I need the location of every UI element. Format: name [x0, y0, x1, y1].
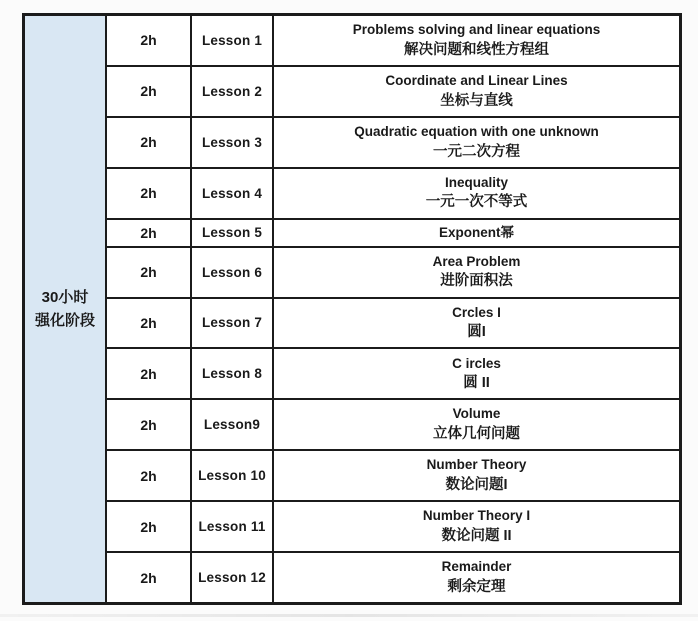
- topic-chinese: 一元二次方程: [433, 143, 520, 160]
- topic-english: Problems solving and linear equations: [352, 22, 601, 38]
- lesson-cell: Lesson 5: [191, 219, 273, 247]
- table-row: [24, 117, 681, 168]
- topic-english: Remainder: [441, 559, 512, 575]
- topic-chinese: 圆 II: [463, 375, 490, 392]
- duration-cell: 2h: [106, 247, 191, 298]
- topic-cell: [273, 117, 681, 168]
- lesson-cell: Lesson 4: [191, 168, 273, 219]
- lesson-cell: Lesson 12: [191, 552, 273, 603]
- duration-cell: 2h: [106, 219, 191, 247]
- duration-cell: 2h: [106, 66, 191, 117]
- course-schedule-table: [22, 13, 682, 605]
- topic-cell: [273, 219, 681, 247]
- lesson-cell: Lesson 6: [191, 247, 273, 298]
- topic-english: Number Theory I: [422, 508, 531, 524]
- topic-chinese: 一元一次不等式: [425, 194, 528, 211]
- duration-cell: 2h: [106, 298, 191, 349]
- topic-cell: [273, 298, 681, 349]
- lesson-cell: Lesson 7: [191, 298, 273, 349]
- topic-english: Exponent幂: [438, 224, 514, 240]
- topic-english: Number Theory: [426, 457, 527, 473]
- table-row: [24, 348, 681, 399]
- topic-english: Volume: [452, 406, 501, 422]
- topic-english: C ircles: [452, 355, 501, 371]
- topic-chinese: 数论问题I: [445, 476, 508, 493]
- table-row: [24, 552, 681, 603]
- topic-cell: [273, 168, 681, 219]
- table-row: [24, 450, 681, 501]
- stage-hours-label: 30小时: [41, 288, 89, 306]
- topic-english: Area Problem: [432, 253, 521, 269]
- topic-english: Quadratic equation with one unknown: [354, 124, 599, 139]
- topic-cell: [273, 348, 681, 399]
- duration-cell: 2h: [106, 15, 191, 66]
- topic-cell: [273, 501, 681, 552]
- table-row: [24, 399, 681, 450]
- topic-cell: [273, 247, 681, 298]
- lesson-cell: Lesson 1: [191, 15, 273, 66]
- duration-cell: 2h: [106, 117, 191, 168]
- duration-cell: 2h: [106, 501, 191, 552]
- lesson-cell: Lesson 11: [191, 501, 273, 552]
- topic-chinese: 立体几何问题: [433, 426, 520, 443]
- table-row: [24, 219, 681, 247]
- topic-chinese: 进阶面积法: [440, 273, 513, 290]
- duration-cell: 2h: [106, 399, 191, 450]
- topic-chinese: 数论问题 II: [441, 527, 512, 544]
- page-edge-shadow: [0, 614, 698, 617]
- duration-cell: 2h: [106, 552, 191, 603]
- stage-cell: [24, 15, 107, 604]
- table-row: [24, 168, 681, 219]
- lesson-cell: Lesson 3: [191, 117, 273, 168]
- lesson-cell: Lesson 8: [191, 348, 273, 399]
- topic-chinese: 坐标与直线: [440, 92, 513, 109]
- table-row: [24, 298, 681, 349]
- lesson-cell: Lesson9: [191, 399, 273, 450]
- duration-cell: 2h: [106, 348, 191, 399]
- table-row: [24, 247, 681, 298]
- topic-chinese: 圆I: [467, 324, 486, 341]
- topic-cell: [273, 15, 681, 66]
- topic-cell: [273, 450, 681, 501]
- duration-cell: 2h: [106, 450, 191, 501]
- topic-chinese: 解决问题和线性方程组: [404, 41, 549, 58]
- topic-english: Crcles I: [452, 304, 501, 320]
- stage-phase-label: 强化阶段: [34, 312, 95, 329]
- topic-cell: [273, 552, 681, 603]
- table-row: [24, 66, 681, 117]
- duration-cell: 2h: [106, 168, 191, 219]
- topic-english: Coordinate and Linear Lines: [385, 73, 568, 89]
- topic-chinese: 剩余定理: [447, 578, 506, 595]
- lesson-cell: Lesson 10: [191, 450, 273, 501]
- topic-cell: [273, 399, 681, 450]
- table-row: [24, 15, 681, 66]
- lesson-cell: Lesson 2: [191, 66, 273, 117]
- topic-cell: [273, 66, 681, 117]
- table-row: [24, 501, 681, 552]
- topic-english: Inequality: [444, 174, 508, 190]
